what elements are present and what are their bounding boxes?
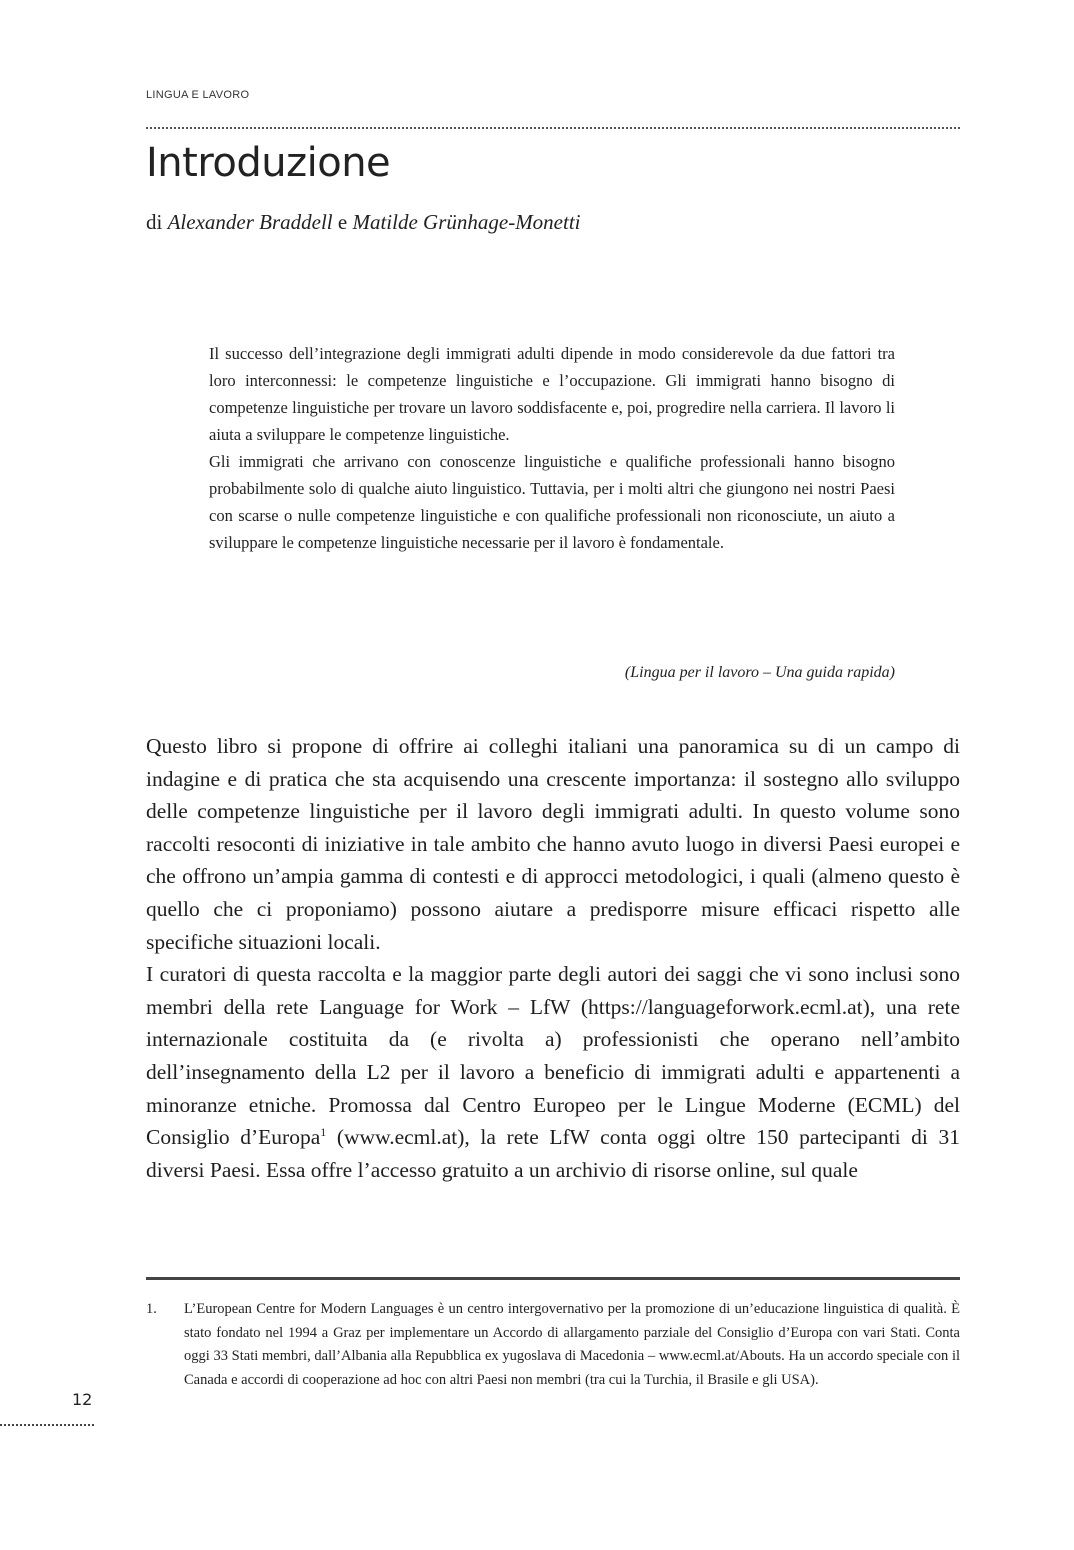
body-paragraph: Questo libro si propone di offrire ai colleghi italiani una panoramica su di un campo di indagine e di pratica che sta acquisendo una crescente importanza: il sostegno allo sviluppo delle competenze linguistiche per il lavoro degli immigrati adulti. In questo volume sono raccolti resoconti di iniziative in tale ambito che hanno avuto luogo in diversi Paesi europei e che offrono un’ampia gamma di contesti e di approcci metodologici, i quali (almeno questo è quello che ci proponiamo) possono aiutare a predisporre misure efficaci rispetto alle specifiche situazioni locali. xyxy=(146,734,960,954)
epigraph-paragraph: Gli immigrati che arrivano con conoscenze linguistiche e qualifiche professionali hanno bisogno probabilmente solo di qualche aiuto linguistico. Tuttavia, per i molti altri che giungono nei nostri Paesi con scarse o nulle competenze linguistiche e con qualifiche professionali non riconosciute, un aiuto a sviluppare le competenze linguistiche necessarie per il lavoro è fondamentale. xyxy=(209,452,895,552)
running-head: LINGUA E LAVORO xyxy=(146,89,250,101)
page-number: 12 xyxy=(72,1390,93,1409)
footnote-number: 1. xyxy=(146,1301,157,1317)
body-paragraph-text: (www.ecml.at), la rete LfW conta oggi oltre 150 partecipanti di 31 diversi Paesi. Essa offre l’accesso gratuito a un archivio di risorse online, sul quale xyxy=(146,1125,960,1182)
body-paragraph-text: I curatori di questa raccolta e la maggior parte degli autori dei saggi che vi sono inclusi sono membri della rete Language for Work – LfW (https://languageforwork.ecml.at), una rete internazionale costituita da (e rivolta a) professionisti che operano nell’ambito dell’insegnamento della L2 per il lavoro a beneficio di immigrati adulti e appartenenti a minoranze etniche. Promossa dal Centro Europeo per le Lingue Moderne (ECML) del Consiglio d’Europa xyxy=(146,962,960,1150)
footnote-text: L’European Centre for Modern Languages è un centro intergovernativo per la promozione di un’educazione linguistica di qualità. È stato fondato nel 1994 a Graz per implementare un Accordo di allargamento parziale del Consiglio d’Europa con vari Stati. Conta oggi 33 Stati membri, dall’Albania alla Repubblica ex yugoslava di Macedonia – www.ecml.at/Abouts. Ha un accordo speciale con il Canada e accordi di cooperazione ad hoc con altri Paesi non membri (tra cui la Turchia, il Brasile e gli USA). xyxy=(184,1301,960,1388)
body-text xyxy=(146,730,960,1186)
footnote xyxy=(146,1298,960,1392)
author-name: Matilde Grünhage-Monetti xyxy=(352,210,581,234)
epigraph-source: (Lingua per il lavoro – Una guida rapida) xyxy=(624,664,895,681)
body-paragraph xyxy=(146,958,960,1186)
chapter-title: Introduzione xyxy=(146,140,391,186)
author-name: Alexander Braddell xyxy=(167,210,333,234)
footnote-divider xyxy=(146,1277,960,1280)
byline xyxy=(146,210,581,235)
epigraph-paragraph: Il successo dell’integrazione degli immigrati adulti dipende in modo considerevole da due fattori tra loro interconnessi: le competenze linguistiche e l’occupazione. Gli immigrati hanno bisogno di competenze linguistiche per trovare un lavoro soddisfacente e, poi, progredire nella carriera. Il lavoro li aiuta a sviluppare le competenze linguistiche. xyxy=(209,344,895,444)
byline-conjunction: e xyxy=(332,210,353,234)
byline-prefix: di xyxy=(146,210,168,234)
page-number-divider xyxy=(0,1424,94,1426)
epigraph xyxy=(209,340,895,556)
footnote-reference[interactable]: 1 xyxy=(320,1124,327,1139)
header-divider xyxy=(146,127,960,129)
